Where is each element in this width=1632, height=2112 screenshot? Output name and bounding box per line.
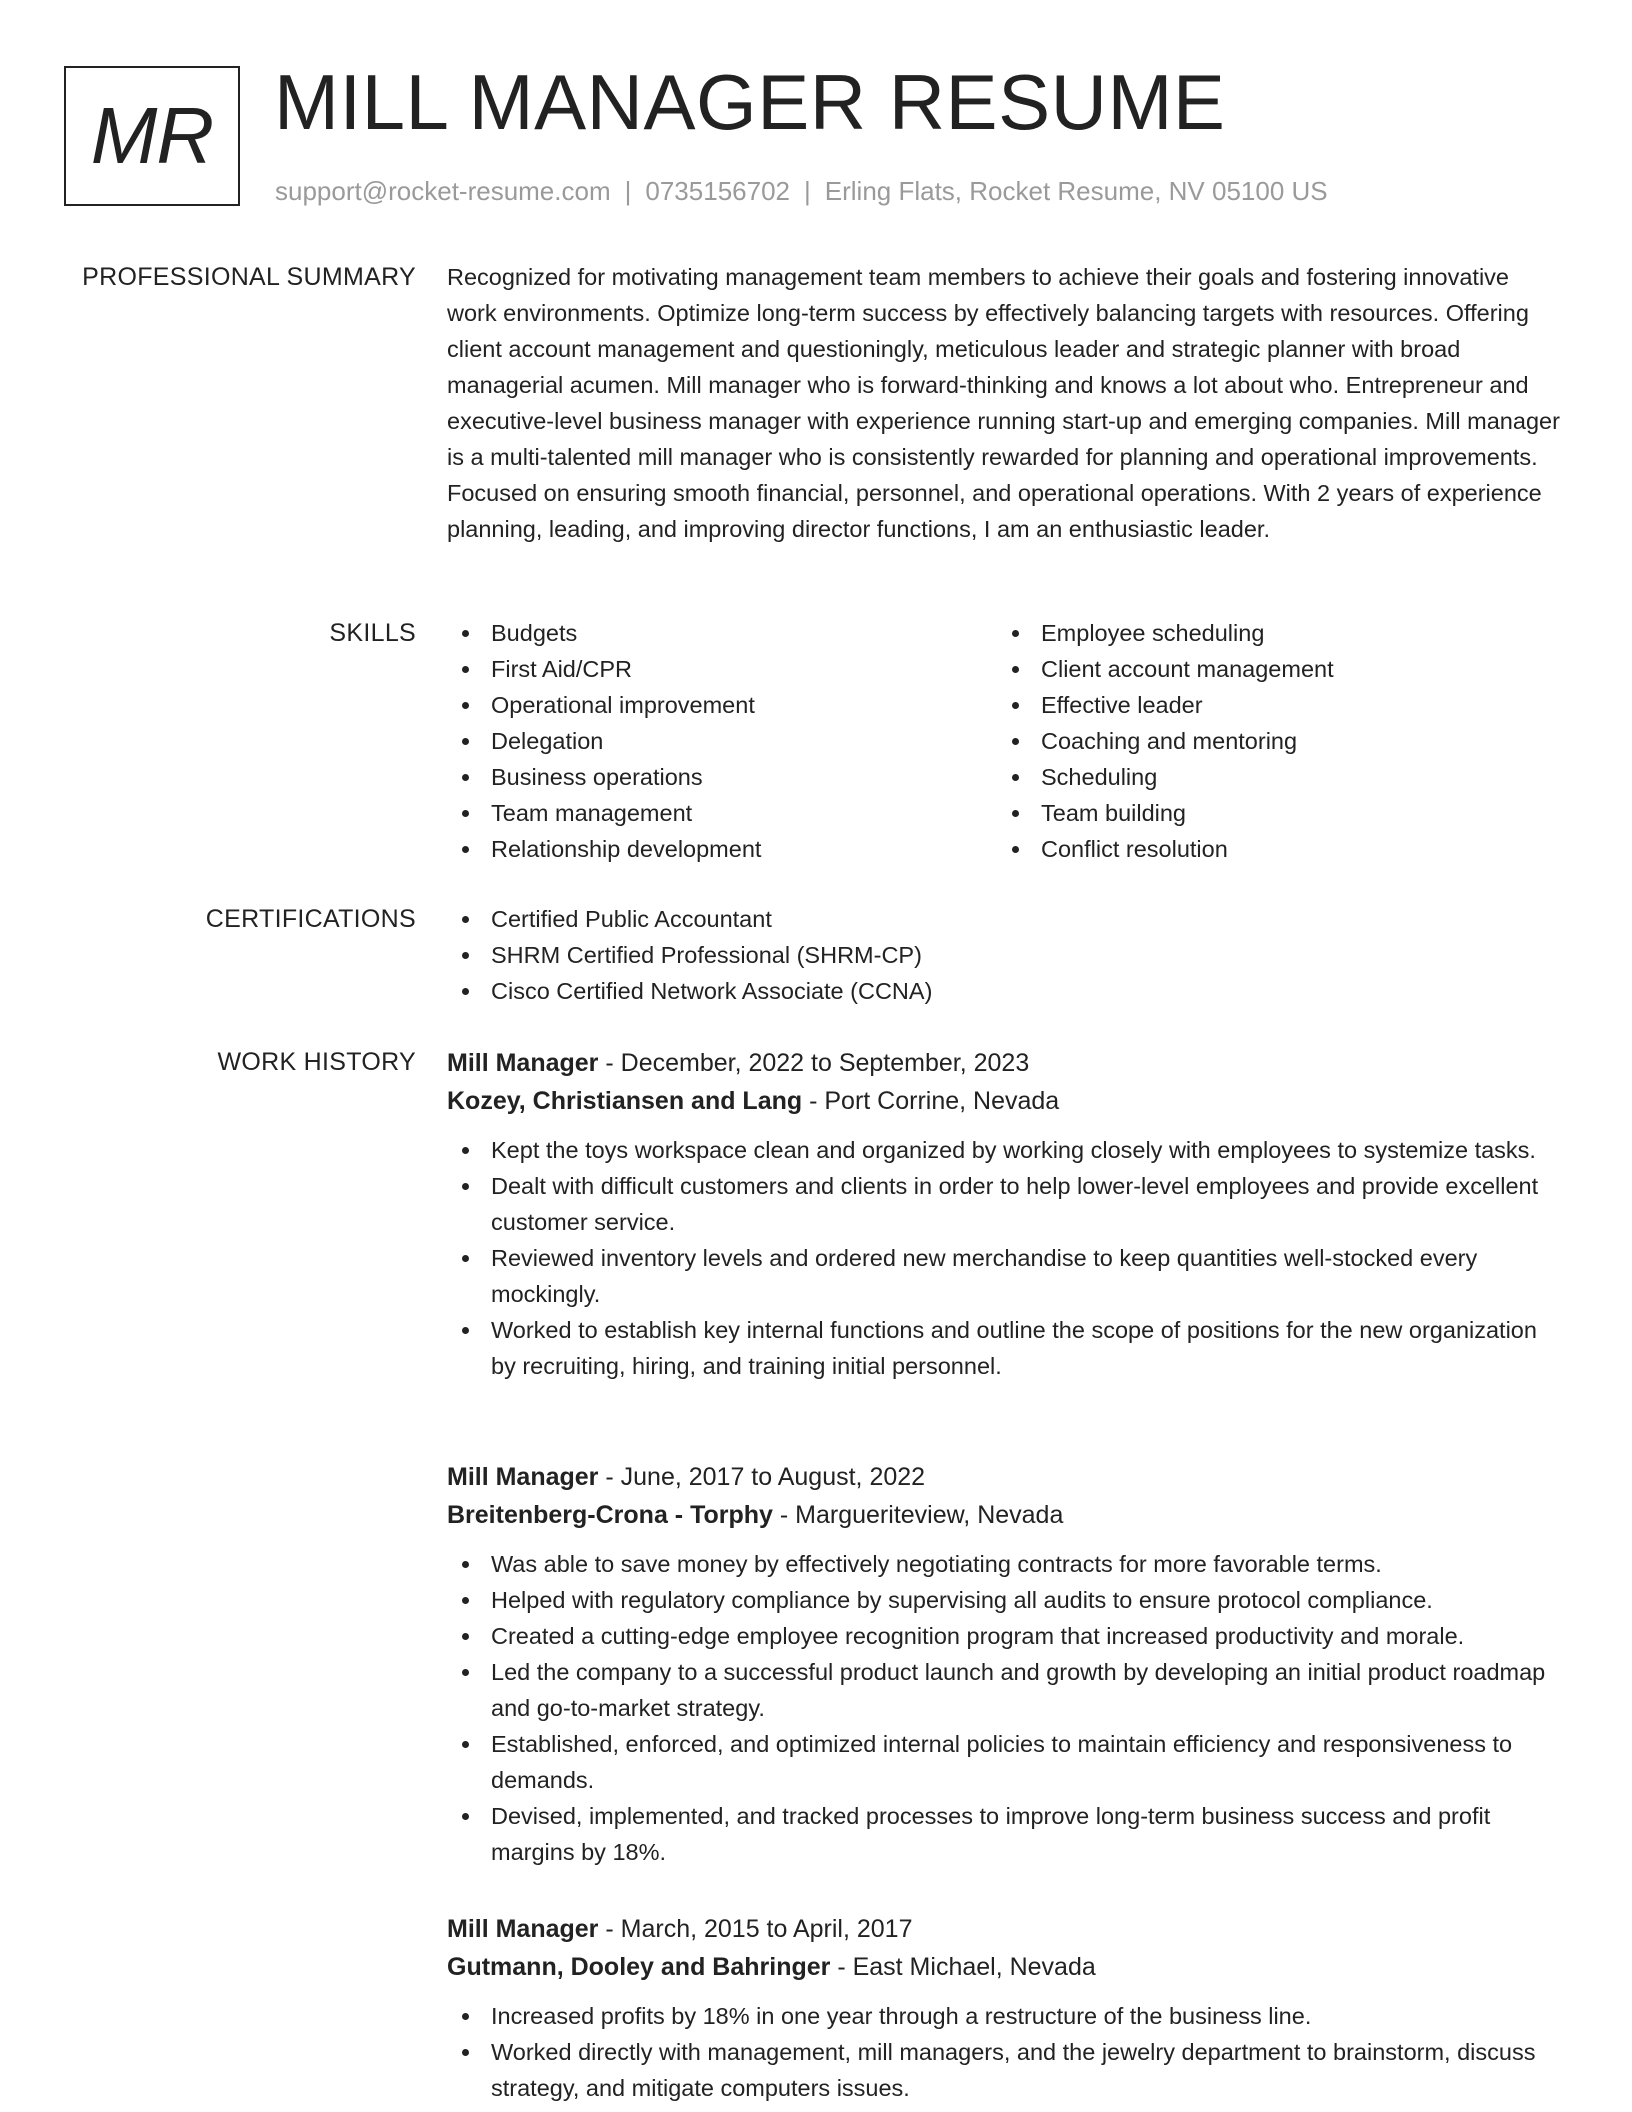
job-title: Mill Manager xyxy=(447,1463,599,1491)
job-bullet: Helped with regulatory compliance by supervising all audits to ensure protocol compliance. xyxy=(447,1582,1562,1618)
job-title-line xyxy=(447,1910,1562,1948)
monogram: MR xyxy=(90,91,214,180)
job-bullets xyxy=(447,1998,1562,2106)
skill-item: Employee scheduling xyxy=(997,615,1547,651)
job-entry xyxy=(447,1458,1562,1870)
skill-item: Budgets xyxy=(447,615,997,651)
job-title: Mill Manager xyxy=(447,1049,599,1077)
skill-item: First Aid/CPR xyxy=(447,651,997,687)
job-bullet: Led the company to a successful product launch and growth by developing an initial product roadmap and go-to-market strategy. xyxy=(447,1654,1562,1726)
job-dates: - December, 2022 to September, 2023 xyxy=(598,1049,1030,1077)
skill-item: Business operations xyxy=(447,759,997,795)
skill-item: Relationship development xyxy=(447,831,997,867)
contact-address: Erling Flats, Rocket Resume, NV 05100 US xyxy=(824,176,1328,206)
certifications-heading: CERTIFICATIONS xyxy=(205,905,416,933)
skill-item: Effective leader xyxy=(997,687,1547,723)
contact-separator: | xyxy=(624,176,632,206)
job-bullet: Kept the toys workspace clean and organized by working closely with employees to systemize tasks. xyxy=(447,1132,1562,1168)
job-company-line xyxy=(447,1948,1562,1986)
job-dates: - June, 2017 to August, 2022 xyxy=(598,1463,926,1491)
skill-item: Team building xyxy=(997,795,1547,831)
work-history-heading: WORK HISTORY xyxy=(217,1048,416,1076)
skill-item: Operational improvement xyxy=(447,687,997,723)
job-location: - Port Corrine, Nevada xyxy=(802,1087,1060,1115)
job-location: - Margueriteview, Nevada xyxy=(772,1501,1064,1529)
skills-list-left xyxy=(447,615,997,867)
certifications-list xyxy=(447,901,1562,1009)
job-bullets xyxy=(447,1546,1562,1870)
contact-line xyxy=(275,174,1328,208)
job-dates: - March, 2015 to April, 2017 xyxy=(598,1915,913,1943)
contact-separator: | xyxy=(804,176,811,206)
skill-item: Client account management xyxy=(997,651,1547,687)
page-title: MILL MANAGER RESUME xyxy=(274,58,1226,146)
skill-item: Scheduling xyxy=(997,759,1547,795)
job-title-line xyxy=(447,1458,1562,1496)
job-bullets xyxy=(447,1132,1562,1384)
certification-item: Certified Public Accountant xyxy=(447,901,1562,937)
skills-list-right xyxy=(997,615,1547,867)
job-bullet: Created a cutting-edge employee recognition program that increased productivity and morale. xyxy=(447,1618,1562,1654)
skills-heading: SKILLS xyxy=(329,619,416,647)
contact-email[interactable]: support@rocket-resume.com xyxy=(275,176,611,206)
job-location: - East Michael, Nevada xyxy=(830,1953,1096,1981)
skill-item: Delegation xyxy=(447,723,997,759)
job-entry xyxy=(447,1044,1562,1384)
job-bullet: Worked directly with management, mill managers, and the jewelry department to brainstorm, discuss strategy, and mitigate computers issues. xyxy=(447,2034,1562,2106)
job-bullet: Devised, implemented, and tracked processes to improve long-term business success and profit margins by 18%. xyxy=(447,1798,1562,1870)
skill-item: Conflict resolution xyxy=(997,831,1547,867)
job-bullet: Increased profits by 18% in one year through a restructure of the business line. xyxy=(447,1998,1562,2034)
summary-text: Recognized for motivating management team members to achieve their goals and fostering innovative work environments. Optimize long-term success by effectively balancing targets with resources. Offering client account management and questioningly, meticulous leader and strategic planner with broad managerial acumen. Mill manager who is forward-thinking and knows a lot about who. Entrepreneur and executive-level business manager with experience running start-up and emerging companies. Mill manager is a multi-talented mill manager who is consistently rewarded for planning and operational improvements. Focused on ensuring smooth financial, personnel, and operational operations. With 2 years of experience planning, leading, and improving director functions, I am an enthusiastic leader. xyxy=(447,264,1560,542)
job-bullet: Dealt with difficult customers and clients in order to help lower-level employees and provide excellent customer service. xyxy=(447,1168,1562,1240)
job-company-line xyxy=(447,1082,1562,1120)
summary-heading: PROFESSIONAL SUMMARY xyxy=(82,263,416,291)
contact-phone[interactable]: 0735156702 xyxy=(645,176,790,206)
job-bullet: Worked to establish key internal functions and outline the scope of positions for the new organization by recruiting, hiring, and training initial personnel. xyxy=(447,1312,1562,1384)
job-company: Breitenberg-Crona - Torphy xyxy=(447,1501,773,1529)
job-bullet: Established, enforced, and optimized internal policies to maintain efficiency and responsiveness to demands. xyxy=(447,1726,1562,1798)
job-title-line xyxy=(447,1044,1562,1082)
certification-item: Cisco Certified Network Associate (CCNA) xyxy=(447,973,1562,1009)
skill-item: Coaching and mentoring xyxy=(997,723,1547,759)
job-bullet: Was able to save money by effectively negotiating contracts for more favorable terms. xyxy=(447,1546,1562,1582)
job-bullet: Reviewed inventory levels and ordered new merchandise to keep quantities well-stocked every mockingly. xyxy=(447,1240,1562,1312)
job-title: Mill Manager xyxy=(447,1915,599,1943)
skill-item: Team management xyxy=(447,795,997,831)
job-company: Kozey, Christiansen and Lang xyxy=(447,1087,803,1115)
certification-item: SHRM Certified Professional (SHRM-CP) xyxy=(447,937,1562,973)
monogram-box xyxy=(64,66,240,206)
job-company-line xyxy=(447,1496,1562,1534)
job-company: Gutmann, Dooley and Bahringer xyxy=(447,1953,831,1981)
job-entry xyxy=(447,1910,1562,2106)
